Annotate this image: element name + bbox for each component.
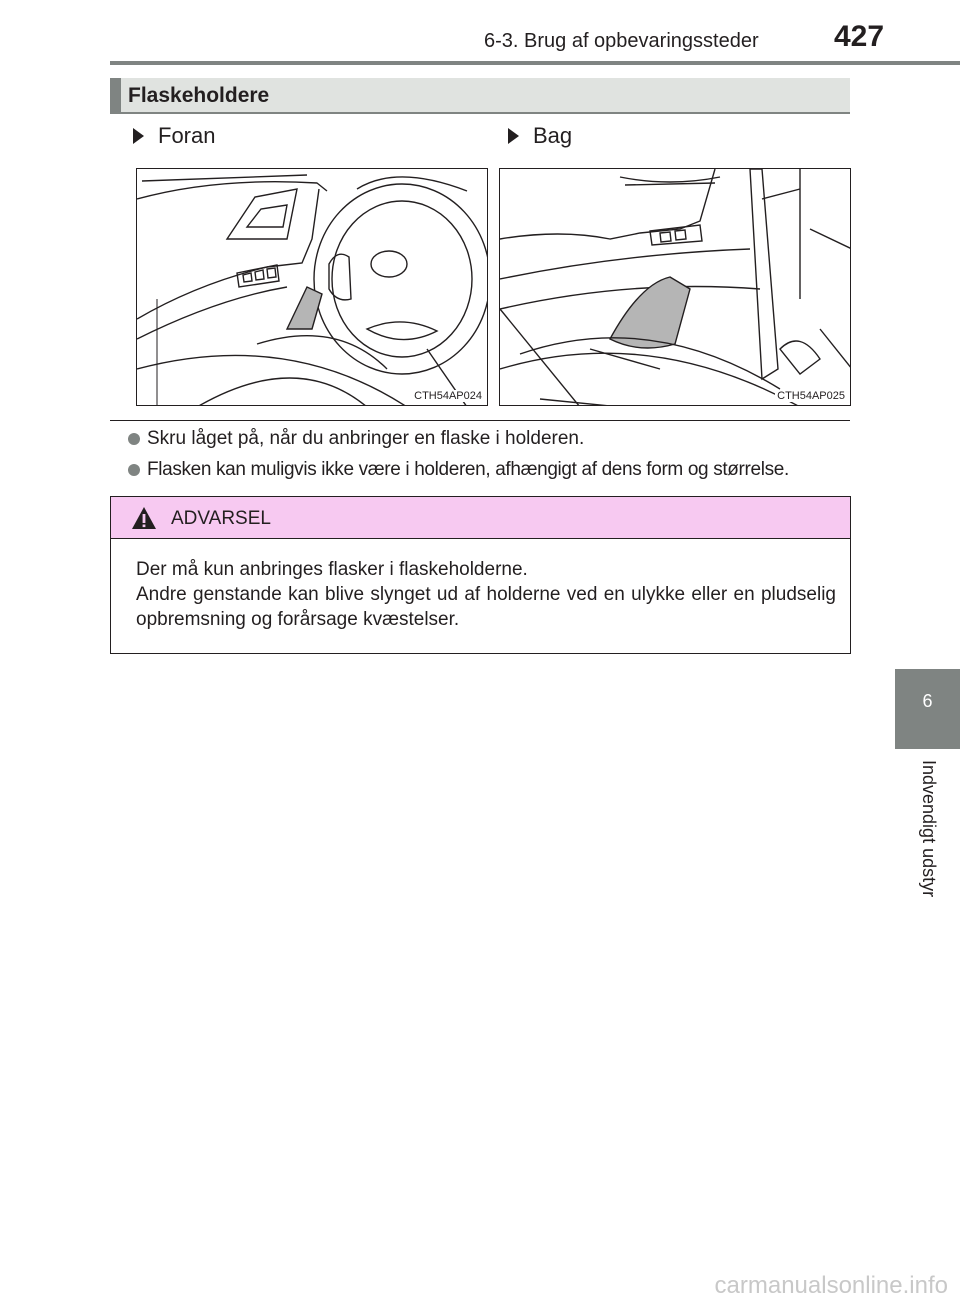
section-heading bbox=[110, 78, 850, 114]
page-number: 427 bbox=[834, 20, 885, 53]
warning-header bbox=[111, 497, 850, 539]
section-stripe bbox=[110, 78, 121, 112]
header-rule bbox=[110, 61, 960, 65]
rear-bottle-holder-illustration bbox=[499, 168, 851, 406]
chapter-number: 6 bbox=[922, 691, 933, 711]
triangle-arrow-icon bbox=[133, 128, 144, 144]
running-header: 6-3. Brug af opbevaringssteder bbox=[484, 30, 759, 52]
view-label-text: Foran bbox=[158, 123, 216, 148]
watermark: carmanualsonline.info bbox=[714, 1272, 948, 1299]
list-item-text: Skru låget på, når du anbringer en flaske i holderen. bbox=[147, 428, 585, 449]
bullet-icon bbox=[128, 433, 140, 445]
chapter-tab[interactable] bbox=[895, 669, 960, 749]
figure-code: CTH54AP024 bbox=[414, 390, 482, 402]
front-bottle-holder-illustration bbox=[136, 168, 488, 406]
chapter-label: Indvendigt udstyr bbox=[919, 760, 939, 898]
warning-label: ADVARSEL bbox=[171, 508, 271, 529]
content-divider bbox=[110, 420, 850, 421]
warning-text: Der må kun anbringes flasker i flaskeholderne. bbox=[136, 559, 528, 580]
triangle-arrow-icon bbox=[508, 128, 519, 144]
warning-triangle-icon bbox=[131, 506, 157, 530]
list-item-text: Flasken kan muligvis ikke være i holderen, afhængigt af dens form og størrelse. bbox=[147, 459, 789, 480]
list-item bbox=[128, 428, 584, 450]
bullet-icon bbox=[128, 464, 140, 476]
warning-box bbox=[110, 496, 851, 654]
view-label-rear bbox=[508, 123, 572, 149]
figure-code: CTH54AP025 bbox=[777, 390, 845, 402]
warning-text: Andre genstande kan blive slynget ud af holderne ved en ulykke eller en pludselig opbremsning og forårsage kvæstelser. bbox=[136, 584, 836, 630]
section-title: Flaskeholdere bbox=[128, 84, 270, 107]
warning-body bbox=[136, 557, 836, 632]
view-label-front bbox=[133, 123, 215, 149]
list-item bbox=[128, 459, 789, 481]
view-label-text: Bag bbox=[533, 123, 573, 148]
